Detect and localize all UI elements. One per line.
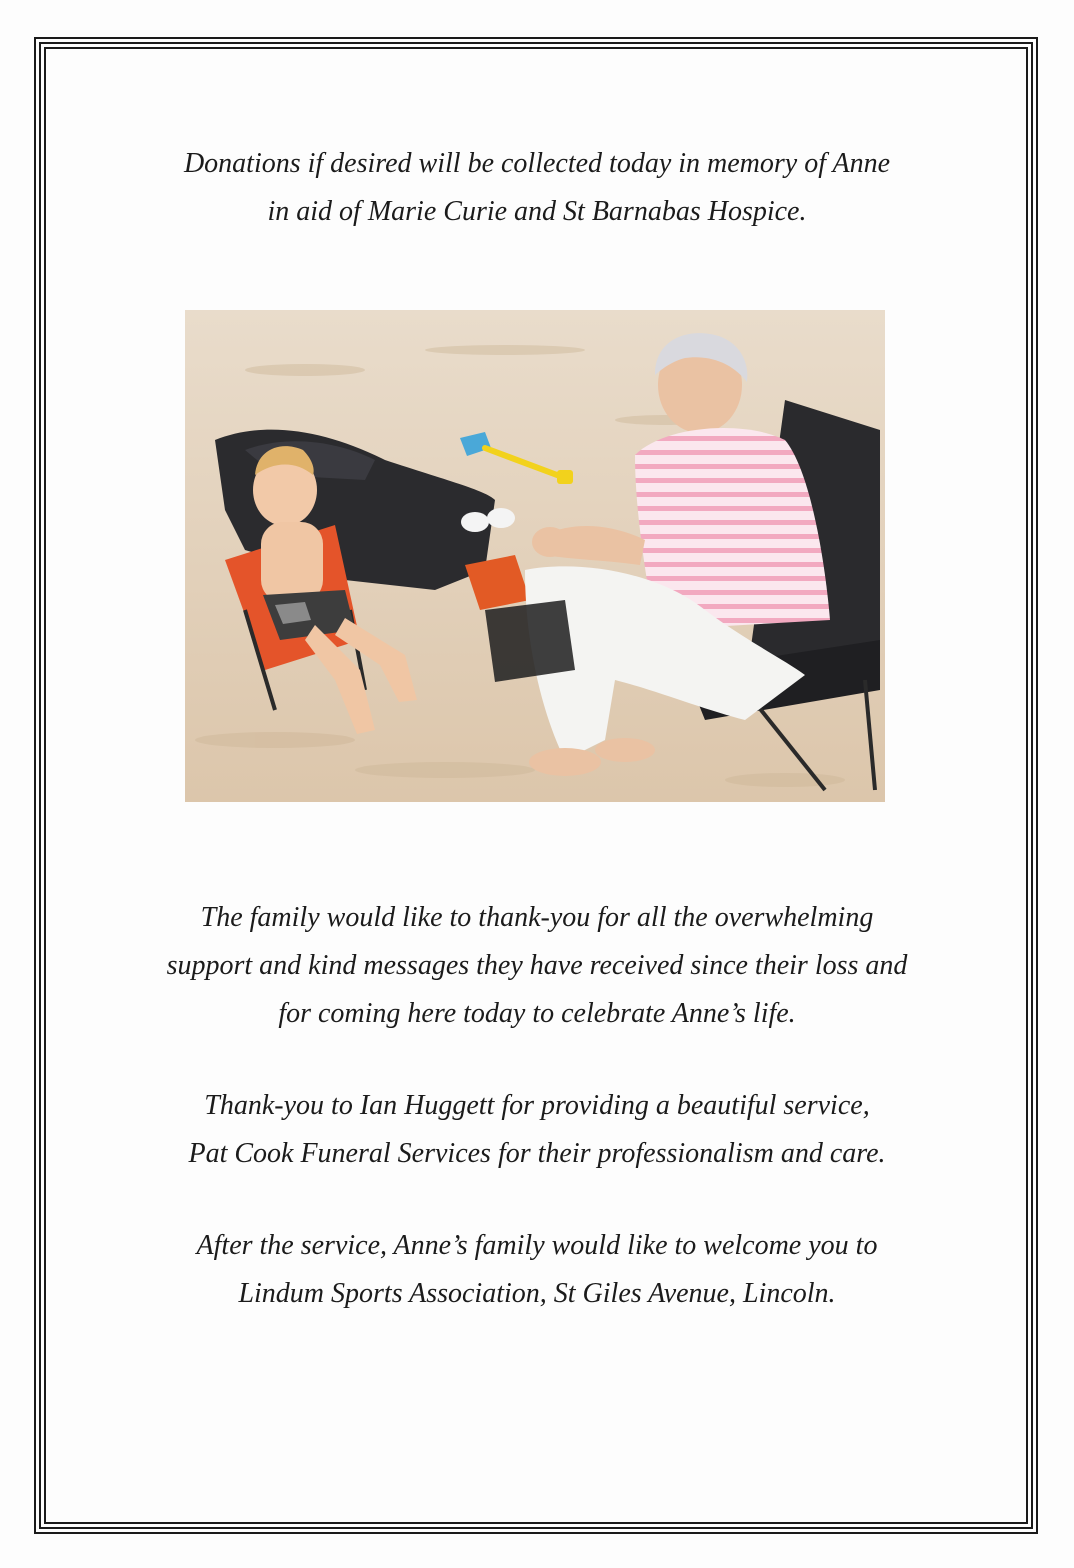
donations-line-1: Donations if desired will be collected today in memory of Anne xyxy=(183,148,891,179)
thanks-service-paragraph xyxy=(60,1082,1014,1178)
after-service-paragraph xyxy=(60,1222,1014,1318)
thanks-service-line-1: Thank-you to Ian Huggett for providing a beautiful service, xyxy=(204,1090,870,1121)
thanks-family-line-3: for coming here today to celebrate Anne’s life. xyxy=(278,998,796,1029)
donations-line-2: in aid of Marie Curie and St Barnabas Hospice. xyxy=(267,196,807,227)
thanks-family-line-2: support and kind messages they have received since their loss and xyxy=(166,950,908,981)
after-service-line-1: After the service, Anne’s family would like to welcome you to xyxy=(196,1230,878,1261)
after-service-line-2: Lindum Sports Association, St Giles Avenue, Lincoln. xyxy=(238,1278,836,1309)
thanks-service-line-2: Pat Cook Funeral Services for their professionalism and care. xyxy=(188,1138,886,1169)
donations-paragraph xyxy=(60,140,1014,236)
beach-photo xyxy=(185,310,885,802)
thanks-family-paragraph xyxy=(60,894,1014,1038)
thanks-family-line-1: The family would like to thank-you for all the overwhelming xyxy=(200,902,874,933)
